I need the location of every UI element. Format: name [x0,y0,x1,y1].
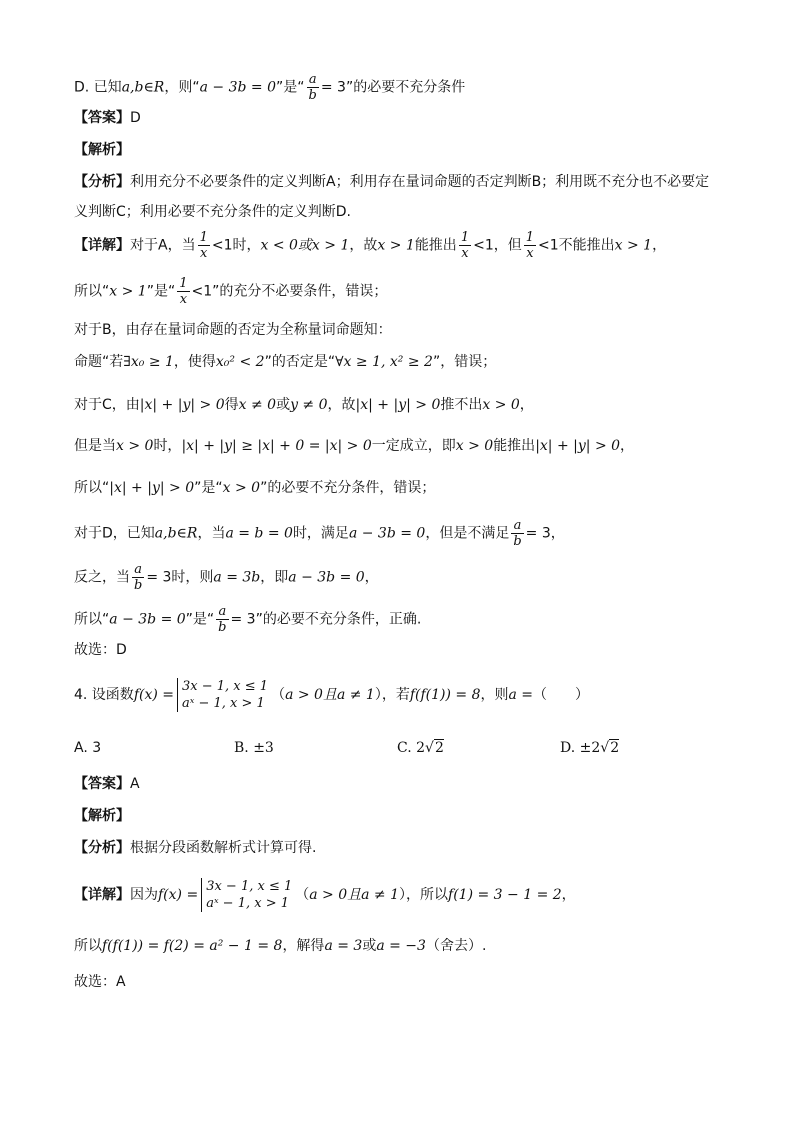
fraction: $\frac{1}{x}$ [199,230,208,261]
text: ），若 [374,687,410,703]
math: a − 3b = 0 [348,525,426,542]
text: ”是“ [146,283,176,300]
detail-c-line [74,395,534,415]
analysis-line-3 [74,838,316,858]
text: 命题“若 [74,354,124,370]
text: 推不出 [440,397,483,413]
text: 或 [276,397,291,413]
text: D. 已知 [74,79,122,96]
text: ”是“ [185,611,215,628]
text: ，即 [260,569,289,586]
text: ， [652,237,667,254]
answer-line-2 [74,774,140,794]
detail-b-line [74,352,496,372]
math: a − 3b = 0 [288,569,365,586]
text: （舍去）. [425,938,487,954]
choice-line [74,640,127,660]
math: a > 0且a ≠ 1 [309,887,400,903]
analysis-sub-tag: 【分析】 [74,840,130,856]
fraction: $\frac{1}{x}$ [179,276,188,307]
text: 对于B，由存在量词命题的否定为全称量词命题知： [74,322,392,338]
math: x > 0 [482,397,520,413]
math: |x| + |y| > 0 [139,397,225,413]
text: 对于C，由 [74,397,140,413]
text: 但是当 [74,438,116,454]
math: y ≠ 0 [290,397,328,413]
math: ∃x₀ ≥ 1 [123,354,174,370]
text: <1时， [211,237,261,254]
analysis-tag: 【解析】 [74,142,130,158]
text: ，当 [197,525,226,542]
math: a − 3b = 0 [199,79,277,96]
math: x > 1 [377,237,415,254]
math: f(f(1)) = f(2) = a² − 1 = 8 [102,938,283,954]
math: a = −3 [376,938,426,954]
detail-q4-line [74,878,576,912]
text: = 3”的必要不充分条件 [320,79,466,96]
math: x ≠ 0 [238,397,277,413]
text: 时，满足 [292,525,349,542]
answer-value: A [130,776,140,792]
math: |x| + |y| > 0 [109,480,195,496]
math: f(1) = 3 − 1 = 2 [448,887,562,903]
text: （ ） [533,687,590,703]
math: a = 3b [213,569,261,586]
text: 对于A，当 [130,237,196,254]
text: （ [271,687,286,703]
text: 反之，当 [74,569,130,586]
option-d: D. ±2√2 [560,740,620,756]
answer-tag: 【答案】 [74,110,130,126]
text: ，则“ [164,79,200,96]
text: = 3， [525,525,565,542]
question-text: 4. 设函数 [74,687,134,703]
detail-c-line-2 [74,436,634,456]
analysis-heading [74,140,130,160]
text: = 3时，则 [146,569,214,586]
analysis-heading-2 [74,806,130,826]
math: x > 0 [116,438,154,454]
math: a = [508,687,534,703]
fraction: $\frac{a}{b}$ [134,562,143,593]
text: 得 [224,397,239,413]
analysis-sub-tag: 【分析】 [74,174,130,190]
fraction: $\frac{a}{b}$ [308,72,317,103]
math: ∀x ≥ 1, x² ≥ 2 [335,354,433,370]
detail-q4-solution [74,936,486,956]
text: 故选：D [74,642,127,658]
text: 所以“ [74,480,110,496]
detail-tag: 【详解】 [74,237,130,254]
math: x₀² < 2 [215,354,265,370]
text: ，则 [480,687,509,703]
text: <1不能推出 [538,237,615,254]
fraction: $\frac{1}{x}$ [460,230,470,261]
math: x > 0 [455,438,494,454]
text: 所以 [74,938,102,954]
math: x > 0 [222,480,261,496]
text: ”的否定是“ [264,354,336,370]
analysis-line [74,172,709,192]
detail-d-line [74,518,565,549]
math: f(x) = [133,687,174,703]
fraction: $\frac{a}{b}$ [218,604,227,635]
math: x < 0或x > 1 [260,237,350,254]
text: ， [620,438,635,454]
text: = 3”的必要不充分条件，正确. [230,611,422,628]
math: a = b = 0 [225,525,293,542]
analysis-line-2 [74,202,351,222]
detail-c-conclusion [74,478,435,498]
math: a,b∈R [154,525,198,542]
answer-value: D [130,110,141,126]
options-row [74,738,694,758]
answer-tag: 【答案】 [74,776,130,792]
analysis-tag: 【解析】 [74,808,130,824]
analysis-text: 根据分段函数解析式计算可得. [130,840,317,856]
text: 故选：A [74,974,126,990]
answer-line [74,108,141,128]
math: a = 3 [324,938,363,954]
math: f(f(1)) = 8 [409,687,481,703]
math: x > 1 [614,237,653,254]
detail-a-line [74,230,666,261]
text: ， [364,569,379,586]
option-c: C. 2√2 [397,740,444,756]
math: x > 1 [109,283,147,300]
math: f(x) = [158,887,199,903]
text: ， [519,397,534,413]
text: ，故 [327,397,356,413]
detail-tag: 【详解】 [74,887,130,903]
fraction: $\frac{a}{b}$ [513,518,522,549]
text: <1，但 [473,237,522,254]
analysis-text: 义判断C；利用必要不充分条件的定义判断D. [74,204,352,220]
text: 所以“ [74,611,110,628]
piecewise-function: 3x − 1, x ≤ 1 aˣ − 1, x > 1 [201,878,292,912]
text: ，故 [349,237,378,254]
text: 能推出 [493,438,536,454]
text: ”是“ [276,79,305,96]
piecewise-function: 3x − 1, x ≤ 1 aˣ − 1, x > 1 [177,678,268,712]
question-4 [74,678,589,712]
text: 能推出 [414,237,457,254]
text: 所以“ [74,283,110,300]
text: ，解得 [282,938,325,954]
math: a − 3b = 0 [109,611,186,628]
text: <1”的充分不必要条件，错误； [191,283,388,300]
math: |x| + |y| ≥ |x| + 0 = |x| > 0 [181,438,372,454]
option-a: A. 3 [74,740,102,756]
text: 时， [153,438,182,454]
text: 因为 [130,887,158,903]
math: |x| + |y| > 0 [535,438,621,454]
fraction: $\frac{1}{x}$ [525,230,535,261]
text: ， [561,887,576,903]
math: a > 0且a ≠ 1 [285,687,375,703]
math: a,b∈R [121,79,165,96]
text: ，但是不满足 [425,525,510,542]
detail-a-conclusion [74,276,387,307]
text: （ [295,887,310,903]
text: ”，错误； [432,354,497,370]
detail-d-converse [74,562,379,593]
math: |x| + |y| > 0 [355,397,441,413]
text: ），所以 [399,887,449,903]
text: ”是“ [194,480,223,496]
choice-line-2 [74,972,126,992]
statement-d [74,72,465,103]
text: 或 [362,938,377,954]
text: 对于D，已知 [74,525,155,542]
detail-d-conclusion [74,604,421,635]
text: 一定成立，即 [371,438,456,454]
analysis-text: 利用充分不必要条件的定义判断A；利用存在量词命题的否定判断B；利用既不充分也不必要定 [130,174,710,190]
text: ”的必要不充分条件，错误； [260,480,436,496]
text: ，使得 [173,354,216,370]
option-b: B. ±3 [234,740,274,756]
detail-b-intro [74,320,392,340]
